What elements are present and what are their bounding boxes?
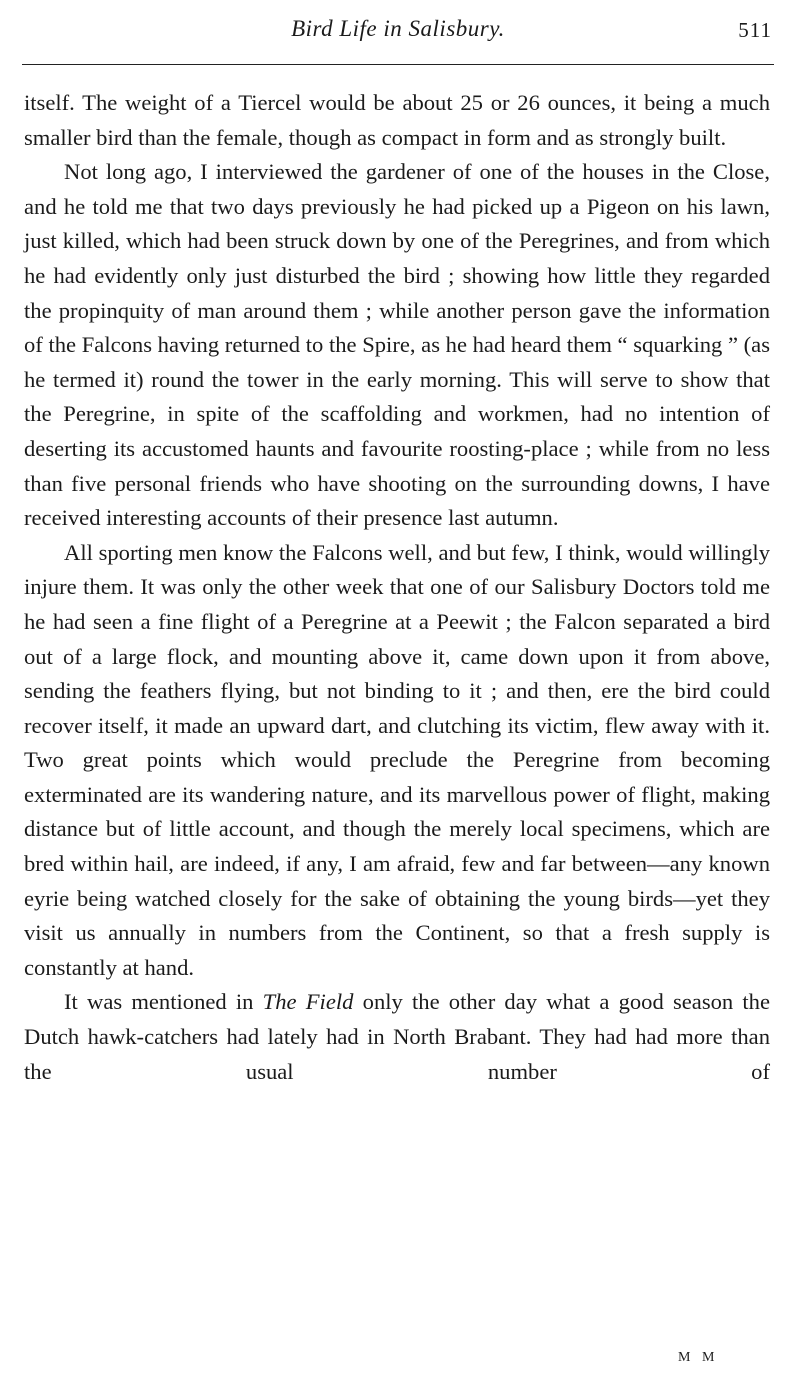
header-rule [22,64,774,65]
signature-mark: M M [678,1350,719,1365]
body-text [24,86,770,1089]
periodical-title: The Field [262,989,354,1015]
paragraph-4 [24,985,770,1089]
paragraph-1: itself. The weight of a Tiercel would be about 25 or 26 ounces, it being a much smaller bird than the female, though as compact in form and as strongly built. [24,90,770,150]
paragraph-4-after: only the other day what a good season the Dutch hawk-catchers had lately had in North Brabant. They had had more than the usual number of [24,989,770,1084]
page-number: 511 [738,18,772,42]
paragraph-3: All sporting men know the Falcons well, and but few, I think, would willingly injure them. It was only the other week that one of our Salisbury Doctors told me he had seen a fine flight of a Peregrine at a Peewit ; the Falcon separated a bird out of a large flock, and mounting above it, came down upon it from above, sending the feathers flying, but not binding to it ; and then, ere the bird could recover itself, it made an upward dart, and clutching its victim, flew away with it. Two great points which would preclude the Peregrine from becoming exterminated are its wandering nature, and its marvellous power of flight, making distance but of little account, and though the merely local specimens, which are bred within hail, are indeed, if any, I am afraid, few and far between—any known eyrie being watched closely for the sake of obtaining the young birds—yet they visit us annually in numbers from the Continent, so that a fresh supply is constantly at hand. [24,539,770,980]
running-title: Bird Life in Salisbury. [291,16,505,41]
running-head [24,16,772,56]
paragraph-4-before: It was mentioned in [64,989,263,1015]
paragraph-2: Not long ago, I interviewed the gardener of one of the houses in the Close, and he told me that two days previously he had picked up a Pigeon on his lawn, just killed, which had been struck down by one of the Peregrines, and from which he had evidently only just disturbed the bird ; showing how little they regarded the propinquity of man around them ; while another person gave the information of the Falcons having returned to the Spire, as he had heard them “ squarking ” (as he termed it) round the tower in the early morning. This will serve to show that the Peregrine, in spite of the scaffolding and workmen, had no intention of deserting its accustomed haunts and favourite roosting-place ; while from no less than five personal friends who have shooting on the surrounding downs, I have received interesting accounts of their presence last autumn. [24,159,770,531]
